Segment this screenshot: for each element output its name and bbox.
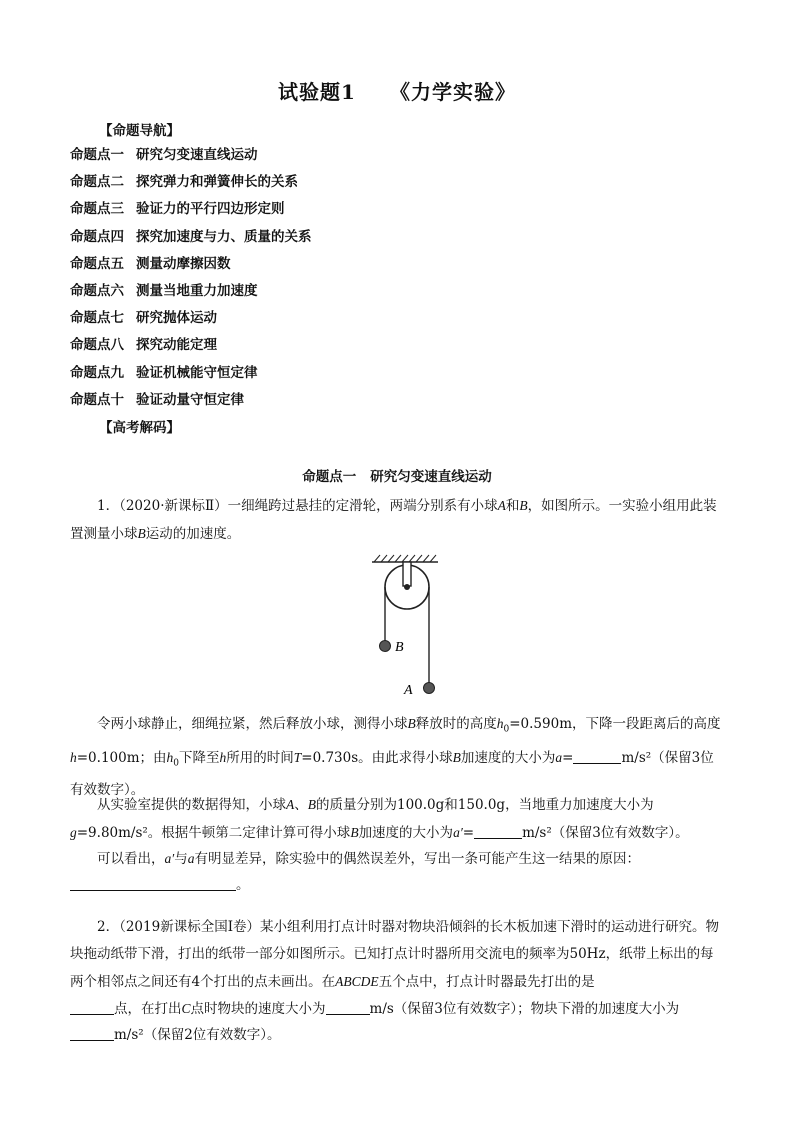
nav-item-num: 命题点七	[70, 310, 124, 327]
pulley-axle	[404, 584, 410, 590]
section-heading-num: 命题点一	[302, 469, 357, 485]
nav-item-text: 验证机械能守恒定律	[136, 364, 258, 381]
nav-item-text: 验证力的平行四边形定则	[136, 201, 285, 218]
q1-p2-var-b2: B	[452, 749, 461, 765]
nav-item-text: 研究抛体运动	[136, 310, 217, 327]
decode-heading: 【高考解码】	[99, 420, 180, 436]
nav-item-num: 命题点五	[70, 255, 124, 272]
q1-p2-a: 令两小球静止，细绳拉紧，然后释放小球，测得小球	[97, 716, 408, 732]
q1-p3-var-a: A	[286, 797, 295, 812]
q1-para4	[70, 845, 726, 873]
q1-para3	[70, 791, 726, 847]
label-b: B	[395, 640, 404, 655]
q1-p2-var-h: h	[70, 749, 77, 765]
q1-p2-var-h0: h	[496, 716, 504, 731]
q1-p2-i: =	[562, 749, 574, 766]
q1-p2-h0-sub: 0	[503, 724, 510, 735]
q2-p-d: 点时物块的速度大小为	[190, 1001, 326, 1017]
q1-p2-e: 下降至	[179, 749, 220, 766]
nav-item	[70, 196, 312, 223]
pulley-diagram	[368, 552, 458, 702]
q1-p3-a: 从实验室提供的数据得知，小球	[97, 797, 286, 813]
q2-p-c: 点，在打出	[114, 1001, 182, 1017]
ball-b	[380, 641, 391, 652]
answer-blank-acceleration[interactable]	[70, 1026, 114, 1041]
q1-para4-line2	[70, 872, 726, 899]
q1-intro-var-b2: B	[137, 526, 146, 541]
q2-p-b: 五个点中，打点计时器最先打出的是	[378, 974, 595, 990]
q1-p4-end: 。	[236, 877, 250, 893]
q2-var-c: C	[181, 1001, 191, 1016]
nav-item	[70, 305, 312, 332]
q1-p3-var-g: g	[70, 825, 77, 840]
nav-item-num: 命题点三	[70, 201, 124, 218]
answer-blank-velocity[interactable]	[326, 1000, 370, 1015]
q1-p2-d: =0.100m；由	[76, 749, 167, 766]
title-sub: 《力学实验》	[389, 80, 516, 104]
q1-p2-g: =0.730s。由此求得小球	[301, 749, 453, 766]
q1-p3-var-aprime: a′	[453, 825, 463, 840]
pulley-bracket	[403, 562, 411, 586]
q1-p4-a: 可以看出，	[97, 851, 165, 867]
q1-intro-var-a: A	[497, 498, 506, 513]
q2-var-abcde: ABCDE	[335, 974, 379, 989]
q2-para-line3	[70, 1022, 726, 1049]
q1-p3-var-b2: B	[350, 825, 359, 840]
nav-item-num: 命题点二	[70, 174, 124, 191]
q2-para	[70, 914, 726, 996]
section-heading	[0, 465, 794, 485]
nav-item-text: 探究弹力和弹簧伸长的关系	[136, 174, 298, 191]
ceiling-hatch	[374, 555, 436, 562]
nav-item-text: 测量动摩擦因数	[136, 255, 231, 272]
nav-item-num: 命题点九	[70, 364, 124, 381]
q1-p4-var-a: a	[187, 851, 195, 866]
nav-item	[70, 224, 312, 251]
answer-blank-a[interactable]	[573, 749, 621, 764]
q1-p3-comma: 、	[294, 797, 308, 813]
nav-item-num: 命题点一	[70, 147, 124, 163]
q1-p2-f: 所用的时间	[226, 749, 294, 766]
answer-blank-first-point[interactable]	[70, 1000, 114, 1015]
section-heading-text: 研究匀变速直线运动	[370, 469, 492, 485]
nav-item	[70, 332, 312, 359]
q1-p3-b: 的质量分别为100.0g和150.0g，当地重力加速度大小为	[316, 797, 654, 813]
nav-item-text: 研究匀变速直线运动	[136, 147, 258, 163]
q2-p-a: 2．（2019新课标全国Ⅰ卷）某小组利用打点计时器对物块沿倾斜的长木板加速下滑时的运动进行研究。物块拖动纸带下滑，打出的纸带一部分如图所示。已知打点计时器所用交流电的频率为50Hz，纸带上标出的每两个相邻点之间还有4个打出的点未画出。在	[70, 919, 720, 990]
nav-item-num: 命题点十	[70, 391, 124, 408]
q1-p2-h: 加速度的大小为	[460, 749, 556, 766]
q1-p2-var-a: a	[555, 749, 563, 765]
topic-nav-list	[70, 142, 312, 414]
q2-p-f: m/s²（保留2位有效数字）。	[114, 1027, 281, 1043]
q1-p2-var-h2: h	[219, 749, 227, 765]
q1-p2-var-b: B	[407, 716, 416, 731]
nav-item-num: 命题点八	[70, 337, 124, 354]
label-a: A	[404, 683, 413, 698]
q1-p3-f: m/s²（保留3位有效数字）。	[522, 825, 689, 841]
page-title	[0, 76, 794, 105]
q1-intro-var-b: B	[519, 498, 528, 513]
nav-item	[70, 169, 312, 196]
q1-intro-and: 和	[505, 498, 520, 514]
q2-para-line2	[70, 995, 726, 1023]
q1-p3-d: 加速度的大小为	[358, 825, 454, 841]
q1-intro	[70, 492, 726, 548]
nav-item	[70, 387, 312, 414]
q1-p3-c: =9.80m/s²。根据牛顿第二定律计算可得小球	[76, 825, 351, 841]
nav-heading: 【命题导航】	[99, 123, 180, 139]
q1-p2-h0b-sub: 0	[173, 758, 179, 769]
answer-blank-reason[interactable]	[70, 876, 236, 891]
title-main: 试验题1	[278, 80, 356, 104]
q1-p4-c: 有明显差异，除实验中的偶然误差外，写出一条可能产生这一结果的原因：	[194, 851, 640, 867]
q1-p2-b: 释放时的高度	[415, 716, 497, 732]
nav-item-num: 命题点六	[70, 282, 124, 299]
nav-item	[70, 251, 312, 278]
q1-p2-c: =0.590m，下降一段距离后的高度	[509, 716, 721, 732]
nav-item-num: 命题点四	[70, 228, 124, 245]
nav-item	[70, 360, 312, 387]
q1-intro-b: ，如图所示。一实验小组用此装置测量小球	[70, 498, 717, 542]
q1-p2-var-h0b: h	[166, 749, 174, 765]
nav-item	[70, 278, 312, 305]
q1-p2-var-t: T	[293, 749, 302, 765]
q1-p3-e: =	[462, 825, 475, 841]
q1-p4-b: 与	[174, 851, 188, 867]
q1-intro-a: 1．（2020·新课标Ⅱ）一细绳跨过悬挂的定滑轮，两端分别系有小球	[97, 498, 498, 514]
nav-item-text: 探究加速度与力、质量的关系	[136, 228, 312, 245]
q1-p4-var-aprime: a′	[164, 851, 175, 866]
answer-blank-aprime[interactable]	[474, 824, 522, 839]
ball-a	[424, 683, 435, 694]
nav-item-text: 探究动能定理	[136, 337, 217, 354]
nav-item	[70, 142, 312, 169]
q1-intro-c: 运动的加速度。	[145, 526, 241, 542]
q1-p2-j: m/s²（保留3位有效数字）。	[70, 749, 714, 799]
nav-item-text: 测量当地重力加速度	[136, 282, 258, 299]
q1-p3-var-b: B	[307, 797, 316, 812]
nav-item-text: 验证动量守恒定律	[136, 391, 244, 408]
q2-p-e: m/s（保留3位有效数字）；物块下滑的加速度大小为	[369, 1001, 680, 1017]
